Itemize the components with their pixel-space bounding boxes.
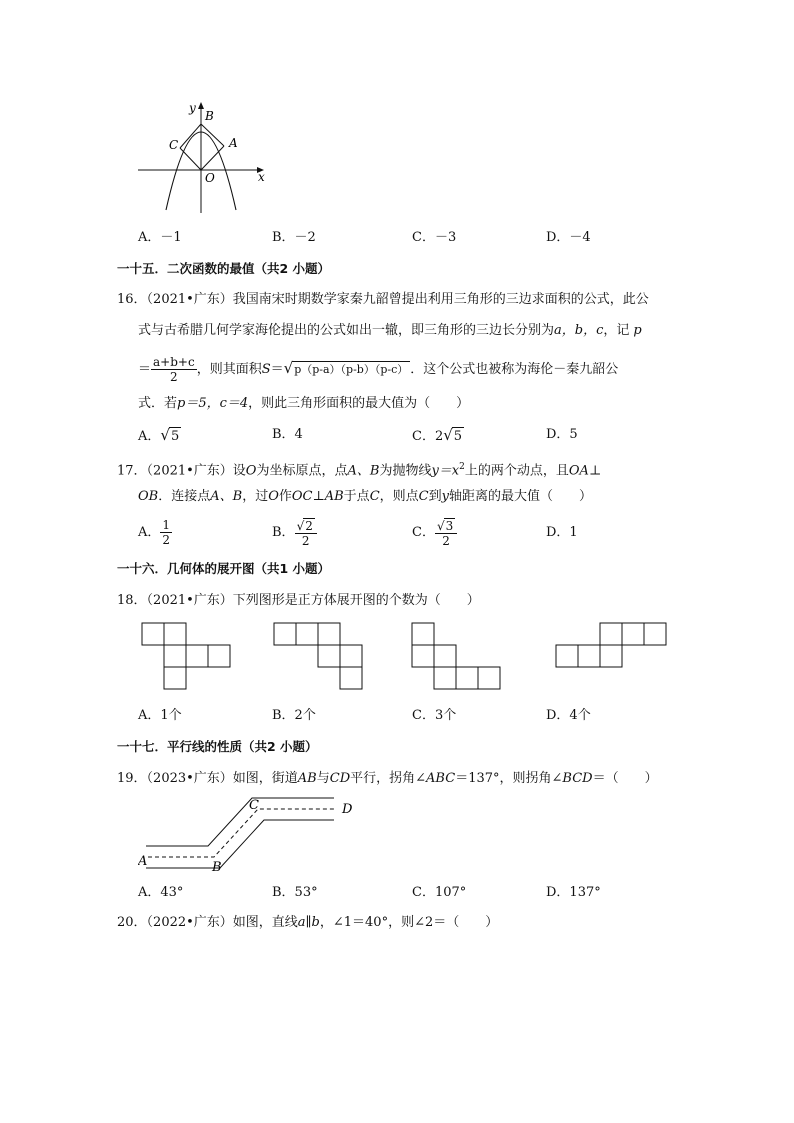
- label-C: C: [249, 798, 259, 813]
- q16-line3-end: ．这个公式也被称为海伦－秦九韶公: [410, 362, 619, 377]
- q18-text: 18．（2021•广东）下列图形是正方体展开图的个数为（ ）: [117, 593, 480, 608]
- q16-frac-den: 2: [170, 370, 178, 384]
- q16-option-b[interactable]: B．4: [272, 427, 303, 442]
- q20-text: 20．（2022•广东）如图，直线a∥b，∠1＝40°，则∠2＝（ ）: [117, 915, 499, 930]
- q18-option-d[interactable]: D．4个: [546, 708, 591, 723]
- sqrt-sign: √: [283, 359, 294, 377]
- cube-net-figures: [140, 622, 670, 692]
- section-heading-17: 一十七．平行线的性质（共2 小题）: [117, 739, 318, 754]
- q16-line2: [138, 322, 642, 340]
- q16-line2-end: ，记: [603, 323, 630, 338]
- q16-option-a[interactable]: A．√5: [138, 426, 180, 444]
- q16-condition: p＝5，c＝4: [177, 396, 249, 411]
- q19-option-b[interactable]: B．53°: [272, 885, 318, 900]
- q16-option-c[interactable]: C．2√5: [412, 426, 463, 444]
- q17-option-a[interactable]: A． $\frac{1}{2}$: [138, 518, 171, 547]
- q19-text: 19．（2023•广东）如图，街道AB与CD平行，拐角∠ABC＝137°，则拐角∠BCD＝（ ）: [117, 771, 658, 786]
- q16-S: S: [261, 362, 271, 377]
- y-axis-arrow: [198, 102, 204, 109]
- label-A: A: [138, 854, 148, 869]
- q16-frac-num: a+b+c: [153, 355, 195, 369]
- segment-BA: [201, 124, 224, 146]
- q16-line1: 16．（2021•广东）我国南宋时期数学家秦九韶曾提出利用三角形的三边求面积的公式，此公: [117, 292, 649, 307]
- cube-net-1: [142, 623, 230, 689]
- cube-net-4: [556, 623, 666, 667]
- label-D: D: [342, 802, 353, 817]
- q19-option-a[interactable]: A．43°: [138, 885, 184, 900]
- section-heading-16: 一十六．几何体的展开图（共1 小题）: [117, 561, 331, 576]
- q17-option-c[interactable]: C． $\frac{√3}{2}$: [412, 516, 457, 550]
- segment-OC: [180, 148, 201, 170]
- q15-option-d[interactable]: D．－4: [546, 230, 591, 245]
- cube-net-3: [412, 623, 500, 689]
- street-center-dashed: [148, 809, 334, 857]
- label-x: x: [258, 170, 265, 184]
- q16-line4-text: 式．若: [138, 396, 178, 411]
- q15-option-a[interactable]: A．－1: [138, 230, 182, 245]
- q15-option-c[interactable]: C．－3: [412, 230, 457, 245]
- street-upper-edge: [146, 798, 334, 846]
- label-A: A: [229, 136, 238, 150]
- q17-line1: 17．（2021•广东）设O为坐标原点，点A、B为抛物线$y=x^2$上的两个动点，且OA⊥: [117, 462, 602, 479]
- q18-option-c[interactable]: C．3个: [412, 708, 457, 723]
- q17-option-b[interactable]: B． $\frac{√2}{2}$: [272, 516, 317, 550]
- label-C: C: [169, 138, 179, 152]
- q16-line3-mid: ，则其面积: [196, 362, 262, 377]
- street-lower-edge: [146, 820, 334, 868]
- q16-eq: ＝: [138, 362, 152, 377]
- section-heading-15: 一十五．二次函数的最值（共2 小题）: [117, 261, 331, 276]
- q19-option-d[interactable]: D．137°: [546, 885, 601, 900]
- q16-sqrt-body: p（p-a）（p-b）（p-c）: [294, 363, 409, 376]
- label-B: B: [205, 109, 214, 123]
- q16-p: p: [633, 323, 642, 338]
- street-figure: [138, 795, 368, 875]
- q16-line4: [138, 395, 469, 413]
- segment-OA: [201, 146, 224, 170]
- q19-option-c[interactable]: C．107°: [412, 885, 467, 900]
- q18-option-b[interactable]: B．2个: [272, 708, 316, 723]
- q16-abc: a，b，c: [554, 323, 604, 338]
- q16-fraction: [151, 355, 197, 384]
- segment-CB: [180, 124, 201, 148]
- q18-option-a[interactable]: A．1个: [138, 708, 182, 723]
- q16-option-d[interactable]: D．5: [546, 427, 578, 442]
- parabola-figure: [130, 98, 280, 216]
- q16-line2-text: 式与古希腊几何学家海伦提出的公式如出一辙，即三角形的三边长分别为: [138, 323, 555, 338]
- q17-option-d[interactable]: D．1: [546, 525, 578, 540]
- label-O: O: [205, 171, 215, 185]
- cube-net-2: [274, 623, 362, 689]
- q16-line3: ＝ $\frac{a+b+c}{2}$ ，则其面积S＝√p（p-a）（p-b）（p-c） ．这个公式也被称为海伦－秦九韶公: [138, 355, 619, 384]
- q17-line2: OB．连接点A、B，过O作OC⊥AB于点C，则点C到y轴距离的最大值（ ）: [138, 489, 592, 504]
- q16-line4-end: ，则此三角形面积的最大值为（ ）: [248, 396, 470, 411]
- label-y: y: [189, 101, 196, 115]
- q15-option-b[interactable]: B．－2: [272, 230, 316, 245]
- label-B: B: [212, 860, 222, 875]
